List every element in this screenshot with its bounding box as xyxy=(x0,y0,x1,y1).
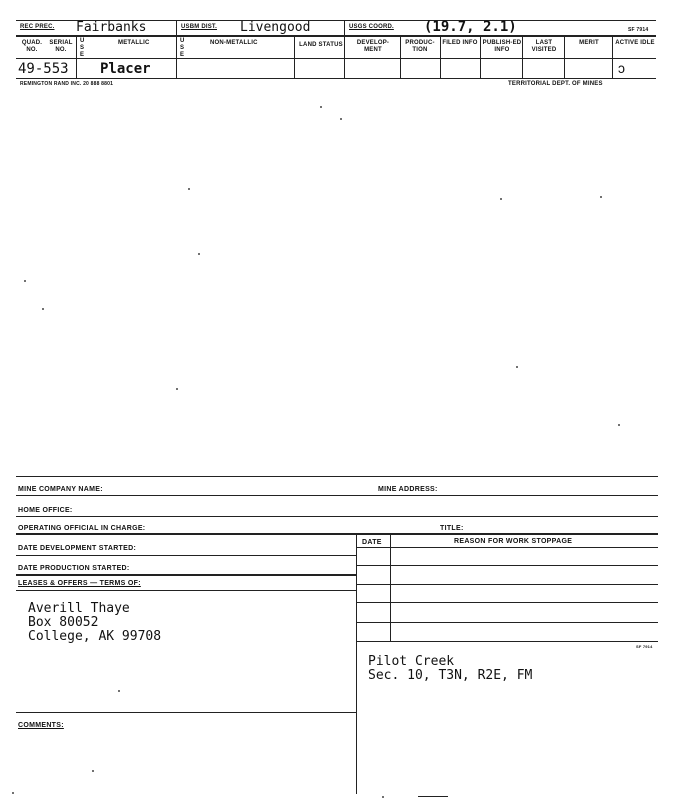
date-prod-label: DATE PRODUCTION STARTED: xyxy=(18,565,130,572)
col-last-visited: LAST VISITED xyxy=(531,40,557,53)
col-active-idle: ACTIVE IDLE xyxy=(615,40,655,46)
col-quad-no: QUAD. NO. xyxy=(21,40,43,53)
title-label: TITLE: xyxy=(440,525,464,532)
record-metallic: Placer xyxy=(100,61,151,77)
col-filed-info: FILED INFO xyxy=(442,40,478,46)
address-line-1: Averill Thaye xyxy=(28,601,130,616)
col-production: PRODUC-TION xyxy=(405,40,435,53)
location-line-1: Pilot Creek xyxy=(368,654,455,669)
mine-company-label: MINE COMPANY NAME: xyxy=(18,486,103,493)
reason-col-header: REASON FOR WORK STOPPAGE xyxy=(454,538,573,545)
col-merit: MERIT xyxy=(579,40,599,46)
date-dev-label: DATE DEVELOPMENT STARTED: xyxy=(18,545,137,552)
operating-official-label: OPERATING OFFICIAL IN CHARGE: xyxy=(18,525,146,532)
rec-prec-value: Fairbanks xyxy=(76,20,147,35)
col-nonmetallic: NON-METALLIC xyxy=(210,40,258,46)
mine-address-label: MINE ADDRESS: xyxy=(378,486,438,493)
col-use-nonmetallic: USE xyxy=(180,38,185,58)
small-code: SF 7914 xyxy=(636,644,653,649)
rec-prec-label: REC PREC. xyxy=(20,24,55,30)
col-metallic: METALLIC xyxy=(118,40,150,46)
date-col-header: DATE xyxy=(362,539,382,546)
home-office-label: HOME OFFICE: xyxy=(18,507,73,514)
col-serial-no: SERIAL NO. xyxy=(49,40,73,53)
address-line-3: College, AK 99708 xyxy=(28,629,162,644)
dept-line: TERRITORIAL DEPT. OF MINES xyxy=(508,81,603,87)
location-line-2: Sec. 10, T3N, R2E, FM xyxy=(368,668,533,683)
address-line-2: Box 80052 xyxy=(28,615,99,630)
usgs-coord-label: USGS COORD. xyxy=(349,24,394,30)
usbm-dist-value: Livengood xyxy=(240,20,311,35)
form-code: SF 7914 xyxy=(628,27,649,33)
record-number: 49-553 xyxy=(18,61,69,77)
leases-label: LEASES & OFFERS — TERMS OF: xyxy=(18,580,141,587)
check-mark-icon: ↄ xyxy=(618,60,625,76)
col-land-status: LAND STATUS xyxy=(299,42,343,48)
usgs-coord-value: (19.7, 2.1) xyxy=(424,19,517,35)
col-published-info: PUBLISH-ED INFO xyxy=(482,40,522,53)
printer-line: REMINGTON RAND INC. 20 888 8801 xyxy=(20,81,114,87)
usbm-dist-label: USBM DIST. xyxy=(181,24,218,30)
comments-label: COMMENTS: xyxy=(18,722,64,729)
col-development: DEVELOP-MENT xyxy=(356,40,390,53)
col-use-metallic: USE xyxy=(80,38,85,58)
